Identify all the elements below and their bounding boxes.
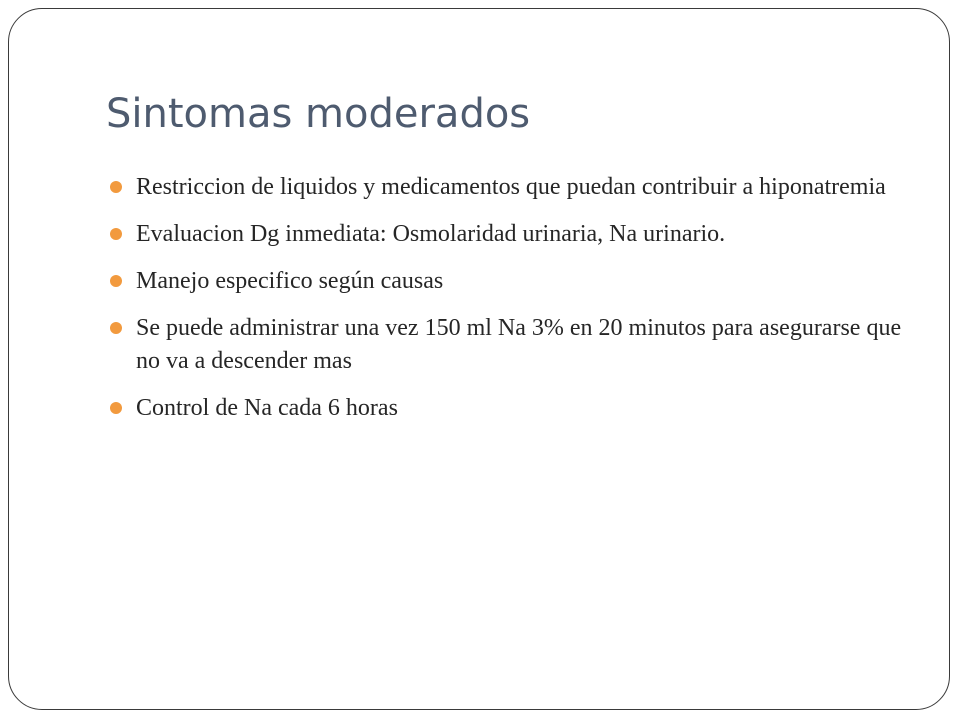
bullet-text: Evaluacion Dg inmediata: Osmolaridad urinaria, Na urinario. bbox=[136, 221, 726, 247]
bullet-text: Se puede administrar una vez 150 ml Na 3% en 20 minutos para asegurarse que no va a descender mas bbox=[136, 315, 902, 374]
bullet-text: Manejo especifico según causas bbox=[136, 268, 444, 294]
bullet-item bbox=[106, 265, 926, 298]
bullet-dot-icon bbox=[110, 322, 122, 334]
bullet-text: Restriccion de liquidos y medicamentos que puedan contribuir a hiponatremia bbox=[136, 174, 886, 200]
slide-title: Sintomas moderados bbox=[106, 91, 531, 137]
bullet-dot-icon bbox=[110, 275, 122, 287]
bullet-list bbox=[106, 171, 926, 439]
bullet-item bbox=[106, 312, 926, 378]
bullet-dot-icon bbox=[110, 228, 122, 240]
bullet-dot-icon bbox=[110, 181, 122, 193]
bullet-text: Control de Na cada 6 horas bbox=[136, 395, 398, 421]
bullet-dot-icon bbox=[110, 402, 122, 414]
bullet-item bbox=[106, 171, 926, 204]
bullet-item bbox=[106, 392, 926, 425]
bullet-item bbox=[106, 218, 926, 251]
slide-frame bbox=[8, 8, 950, 710]
